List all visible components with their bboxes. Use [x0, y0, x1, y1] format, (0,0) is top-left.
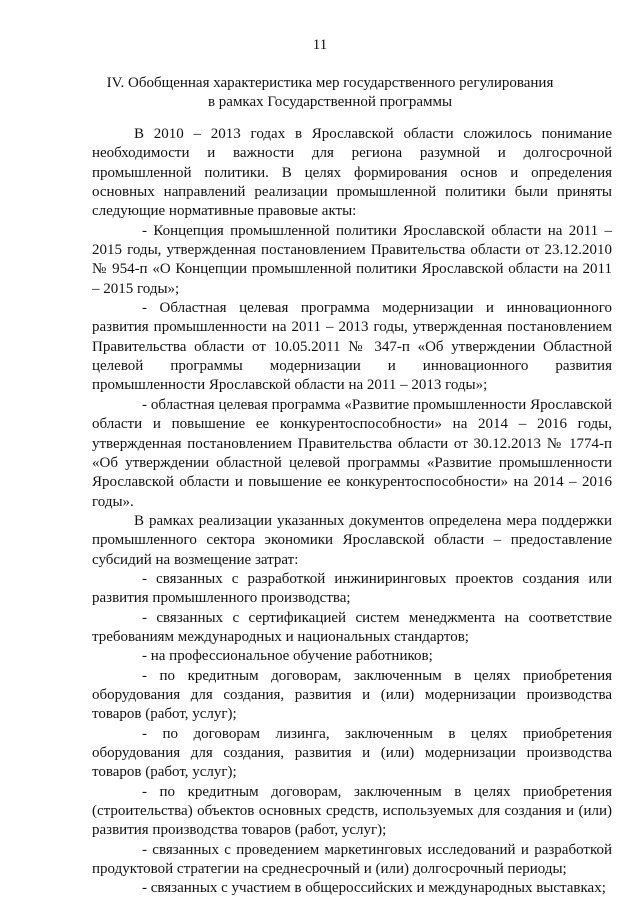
page-number: 11 — [312, 37, 328, 53]
list-item-marketing: - связанных с проведением маркетинговых исследований и разработкой продуктовой стратегии на среднесрочный и (или) долгосрочный периоды; — [92, 841, 612, 878]
paragraph-intro: В 2010 – 2013 годах в Ярославской области сложилось понимание необходимости и важности для региона разумной и долгосрочной промышленной политики. В целях формирования основ и определения основных направлений реализации промышленной политики были приняты следующие нормативные правовые акты: — [92, 126, 612, 220]
section-heading-line-1: IV. Обобщенная характеристика мер государственного регулирования — [106, 75, 554, 91]
list-item-leasing: - по договорам лизинга, заключенным в целях приобретения оборудования для создания, развития и (или) модернизации производства товаров (работ, услуг); — [92, 725, 612, 781]
list-item-exhibitions: - связанных с участием в общероссийских и международных выставках; — [142, 880, 606, 897]
list-item-concept: - Концепция промышленной политики Ярославской области на 2011 – 2015 годы, утвержденная постановлением Правительства области от 23.12.2010 № 954-п «О Концепции промышленной политики Ярославской области на 2011 – 2015 годы»; — [92, 222, 612, 297]
section-heading-line-2: в рамках Государственной программы — [207, 94, 453, 110]
list-item-training: - на профессиональное обучение работников; — [142, 648, 433, 665]
list-item-program-2011: - Областная целевая программа модернизации и инновационного развития промышленности на 2011 – 2013 годы, утвержденная постановлением Правительства области от 10.05.2011 № 347-п «Об утверждении Областной целевой программы модернизации и инновационного развития промышленности Ярославской области на 2011 – 2013 годы»; — [92, 300, 612, 394]
list-item-credit-construction: - по кредитным договорам, заключенным в целях приобретения (строительства) объектов основных средств, используемых для создания и (или) развития производства товаров (работ, услуг); — [92, 783, 612, 839]
list-item-program-2014: - областная целевая программа «Развитие промышленности Ярославской области и повышение ее конкурентоспособности» на 2014 – 2016 годы, утвержденная постановлением Правительства области от 30.12.2013 № 1774-п «Об утверждении областной целевой программы «Развитие промышленности Ярославской области и повышение ее конкурентоспособности» на 2014 – 2016 годы». — [92, 396, 612, 510]
paragraph-support-measures: В рамках реализации указанных документов определена мера поддержки промышленного сектора экономики Ярославской области – предоставление субсидий на возмещение затрат: — [92, 512, 612, 568]
list-item-certification: - связанных с сертификацией систем менеджмента на соответствие требованиям международных и национальных стандартов; — [92, 609, 612, 645]
list-item-credit-equipment: - по кредитным договорам, заключенным в целях приобретения оборудования для создания, развития и (или) модернизации производства товаров (работ, услуг); — [92, 667, 612, 723]
document-body — [92, 125, 612, 899]
list-item-engineering: - связанных с разработкой инжиниринговых проектов создания или развития промышленного производства; — [92, 570, 612, 607]
section-heading — [90, 74, 570, 112]
